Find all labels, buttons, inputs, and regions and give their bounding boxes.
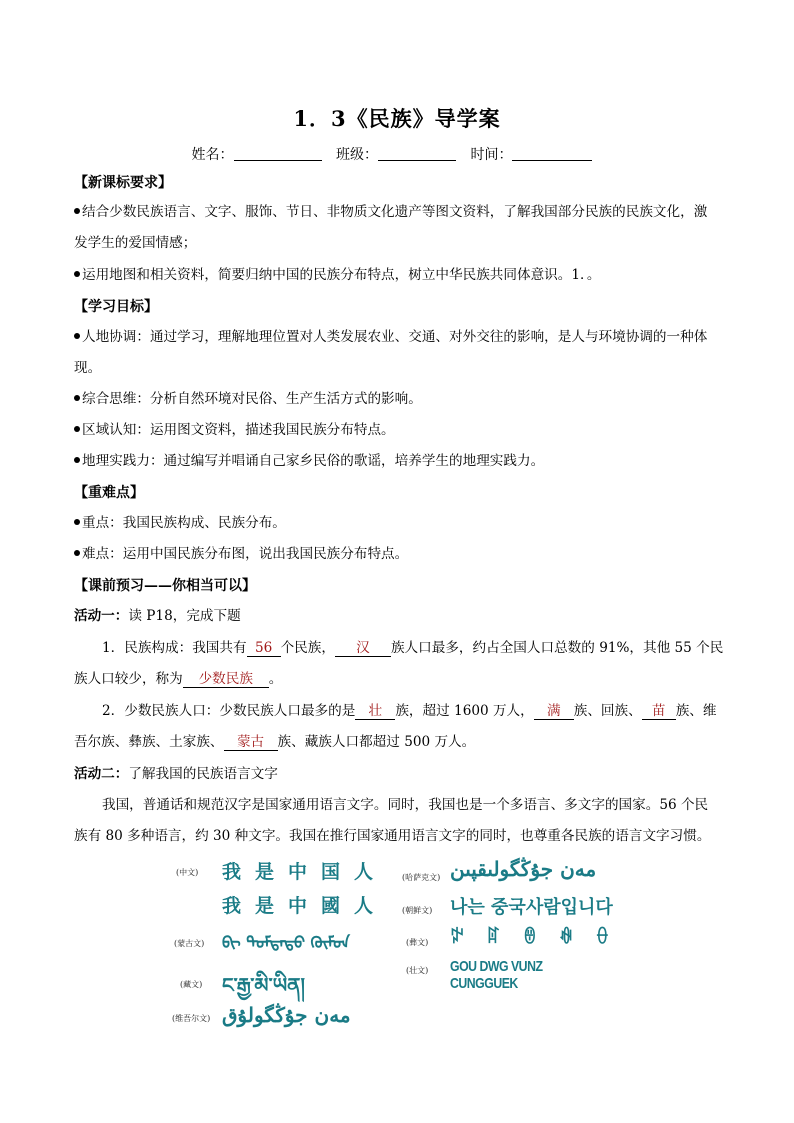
q2-text-f: 族、藏族人口都超过 500 万人。	[277, 734, 476, 750]
question-1-line-1	[102, 638, 723, 658]
q2-text-e: 吾尔族、彝族、土家族、	[74, 734, 224, 750]
q1-text-e: 。	[268, 671, 283, 687]
q2-answer-blank-3[interactable]: 苗	[642, 703, 676, 720]
q2-text-c: 族、回族、	[573, 703, 642, 719]
language-scripts-figure	[170, 855, 620, 1030]
q1-text-d: 族人口较少，称为	[74, 671, 183, 687]
key-point-item-2	[74, 544, 408, 564]
curriculum-item-1-text: 结合少数民族语言、文字、服饰、节日、非物质文化遗产等图文资料，了解我国部分民族的民族文化，激	[82, 204, 708, 220]
bullet-icon	[74, 271, 80, 277]
q2-answer-blank-1[interactable]: 壮	[355, 703, 395, 720]
objective-item-1	[74, 327, 707, 347]
chinese-traditional-text: 我是中國人	[222, 895, 388, 917]
objective-item-1-text: 人地协调：通过学习，理解地理位置对人类发展农业、交通、对外交往的影响，是人与环境协调的一种体	[82, 329, 708, 345]
paragraph-line-1: 我国，普通话和规范汉字是国家通用语言文字。同时，我国也是一个多语言、多文字的国家。56 个民	[102, 797, 709, 813]
activity-1-text: 读 P18，完成下题	[128, 608, 241, 624]
label-chinese: (中文)	[176, 868, 199, 877]
bullet-icon	[74, 208, 80, 214]
key-point-item-1-text: 重点：我国民族构成、民族分布。	[82, 515, 286, 531]
paragraph-line-2: 族有 80 多种语言，约 30 种文字。我国在推行国家通用语言文字的同时，也尊重各民族的语言文字习惯。	[74, 828, 711, 844]
q1-text-b: 个民族，	[280, 640, 335, 656]
bullet-icon	[74, 395, 80, 401]
bullet-icon	[74, 550, 80, 556]
zhuang-text: GOU DWG VUNZ CUNGGUEK	[450, 958, 543, 992]
label-kazakh: (哈萨克文)	[402, 873, 441, 882]
question-1-line-2	[74, 669, 282, 689]
activity-2-text: 了解我国的民族语言文字	[128, 766, 278, 782]
class-blank[interactable]	[378, 146, 456, 161]
curriculum-item-1-cont: 发学生的爱国情感；	[74, 235, 197, 251]
bullet-icon	[74, 426, 80, 432]
time-label: 时间：	[470, 147, 513, 163]
student-info-line	[0, 144, 794, 164]
label-korean: (朝鲜文)	[402, 906, 433, 915]
kazakh-text: مەن جۇڭگولىقپىن	[450, 857, 597, 881]
question-2-line-2	[74, 732, 475, 752]
q2-text-a: 2．少数民族人口：少数民族人口最多的是	[102, 703, 356, 719]
label-zhuang: (壮文)	[406, 966, 429, 975]
label-mongolian: (蒙古文)	[174, 939, 205, 948]
activity-1-title: 活动一：	[74, 608, 129, 624]
bullet-icon	[74, 333, 80, 339]
objective-item-2-text: 综合思维：分析自然环境对民俗、生产生活方式的影响。	[82, 391, 422, 407]
q2-answer-blank-4[interactable]: 蒙古	[224, 734, 278, 751]
activity-2-line	[74, 764, 278, 784]
label-yi: (彝文)	[406, 938, 429, 947]
q1-text-c: 族人口最多，约占全国人口总数的 91%，其他 55 个民	[390, 640, 724, 656]
time-blank[interactable]	[512, 146, 592, 161]
label-uyghur: (维吾尔文)	[172, 1014, 211, 1023]
chinese-simplified-text: 我是中国人	[222, 861, 388, 883]
curriculum-item-2-text: 运用地图和相关资料，简要归纳中国的民族分布特点，树立中华民族共同体意识。1．。	[82, 267, 601, 283]
uyghur-text: مەن جۇڭگولۇق	[222, 1003, 351, 1027]
section-heading-curriculum: 【新课标要求】	[74, 175, 172, 191]
q2-text-d: 族、维	[675, 703, 717, 719]
objective-item-2	[74, 389, 422, 409]
activity-2-title: 活动二：	[74, 766, 129, 782]
section-heading-objectives: 【学习目标】	[74, 299, 158, 315]
activity-1-line	[74, 606, 241, 626]
mongolian-text: ᠪᠢ ᠳᠤᠮᠳᠠᠳᠤ ᠬᠦᠮᠦᠨ	[222, 933, 350, 952]
q1-answer-blank-3[interactable]: 少数民族	[183, 671, 269, 688]
key-point-item-2-text: 难点：运用中国民族分布图，说出我国民族分布特点。	[82, 546, 409, 562]
class-label: 班级：	[336, 147, 378, 163]
objective-item-3-text: 区域认知：运用图文资料，描述我国民族分布特点。	[82, 422, 395, 438]
objective-item-1-cont: 现。	[74, 360, 102, 376]
objective-item-4	[74, 451, 544, 471]
curriculum-item-1	[74, 202, 707, 222]
key-point-item-1	[74, 513, 286, 533]
yi-text: ꉢ ꍏ ꇩ ꊿ ꂷ	[450, 927, 618, 948]
name-blank[interactable]	[234, 146, 322, 161]
name-label: 姓名：	[191, 147, 234, 163]
section-heading-key-points: 【重难点】	[74, 485, 144, 501]
q2-text-b: 族，超过 1600 万人，	[395, 703, 534, 719]
bullet-icon	[74, 457, 80, 463]
question-2-line-1	[102, 701, 717, 721]
page-title: 1．3《民族》导学案	[293, 106, 501, 131]
q1-answer-blank-1[interactable]: 56	[247, 640, 281, 657]
bullet-icon	[74, 519, 80, 525]
objective-item-3	[74, 420, 395, 440]
q1-text-a: 1．民族构成：我国共有	[102, 640, 247, 656]
section-heading-preview: 【课前预习——你相当可以】	[74, 578, 256, 594]
q2-answer-blank-2[interactable]: 满	[534, 703, 574, 720]
q1-answer-blank-2[interactable]: 汉	[335, 640, 391, 657]
tibetan-text: ང་རྒྱ་མི་ཡིན།	[222, 973, 305, 997]
curriculum-item-2	[74, 265, 600, 285]
label-tibetan: (藏文)	[180, 980, 203, 989]
korean-text: 나는 중국사람입니다	[450, 897, 613, 918]
objective-item-4-text: 地理实践力：通过编写并唱诵自己家乡民俗的歌谣，培养学生的地理实践力。	[82, 453, 545, 469]
